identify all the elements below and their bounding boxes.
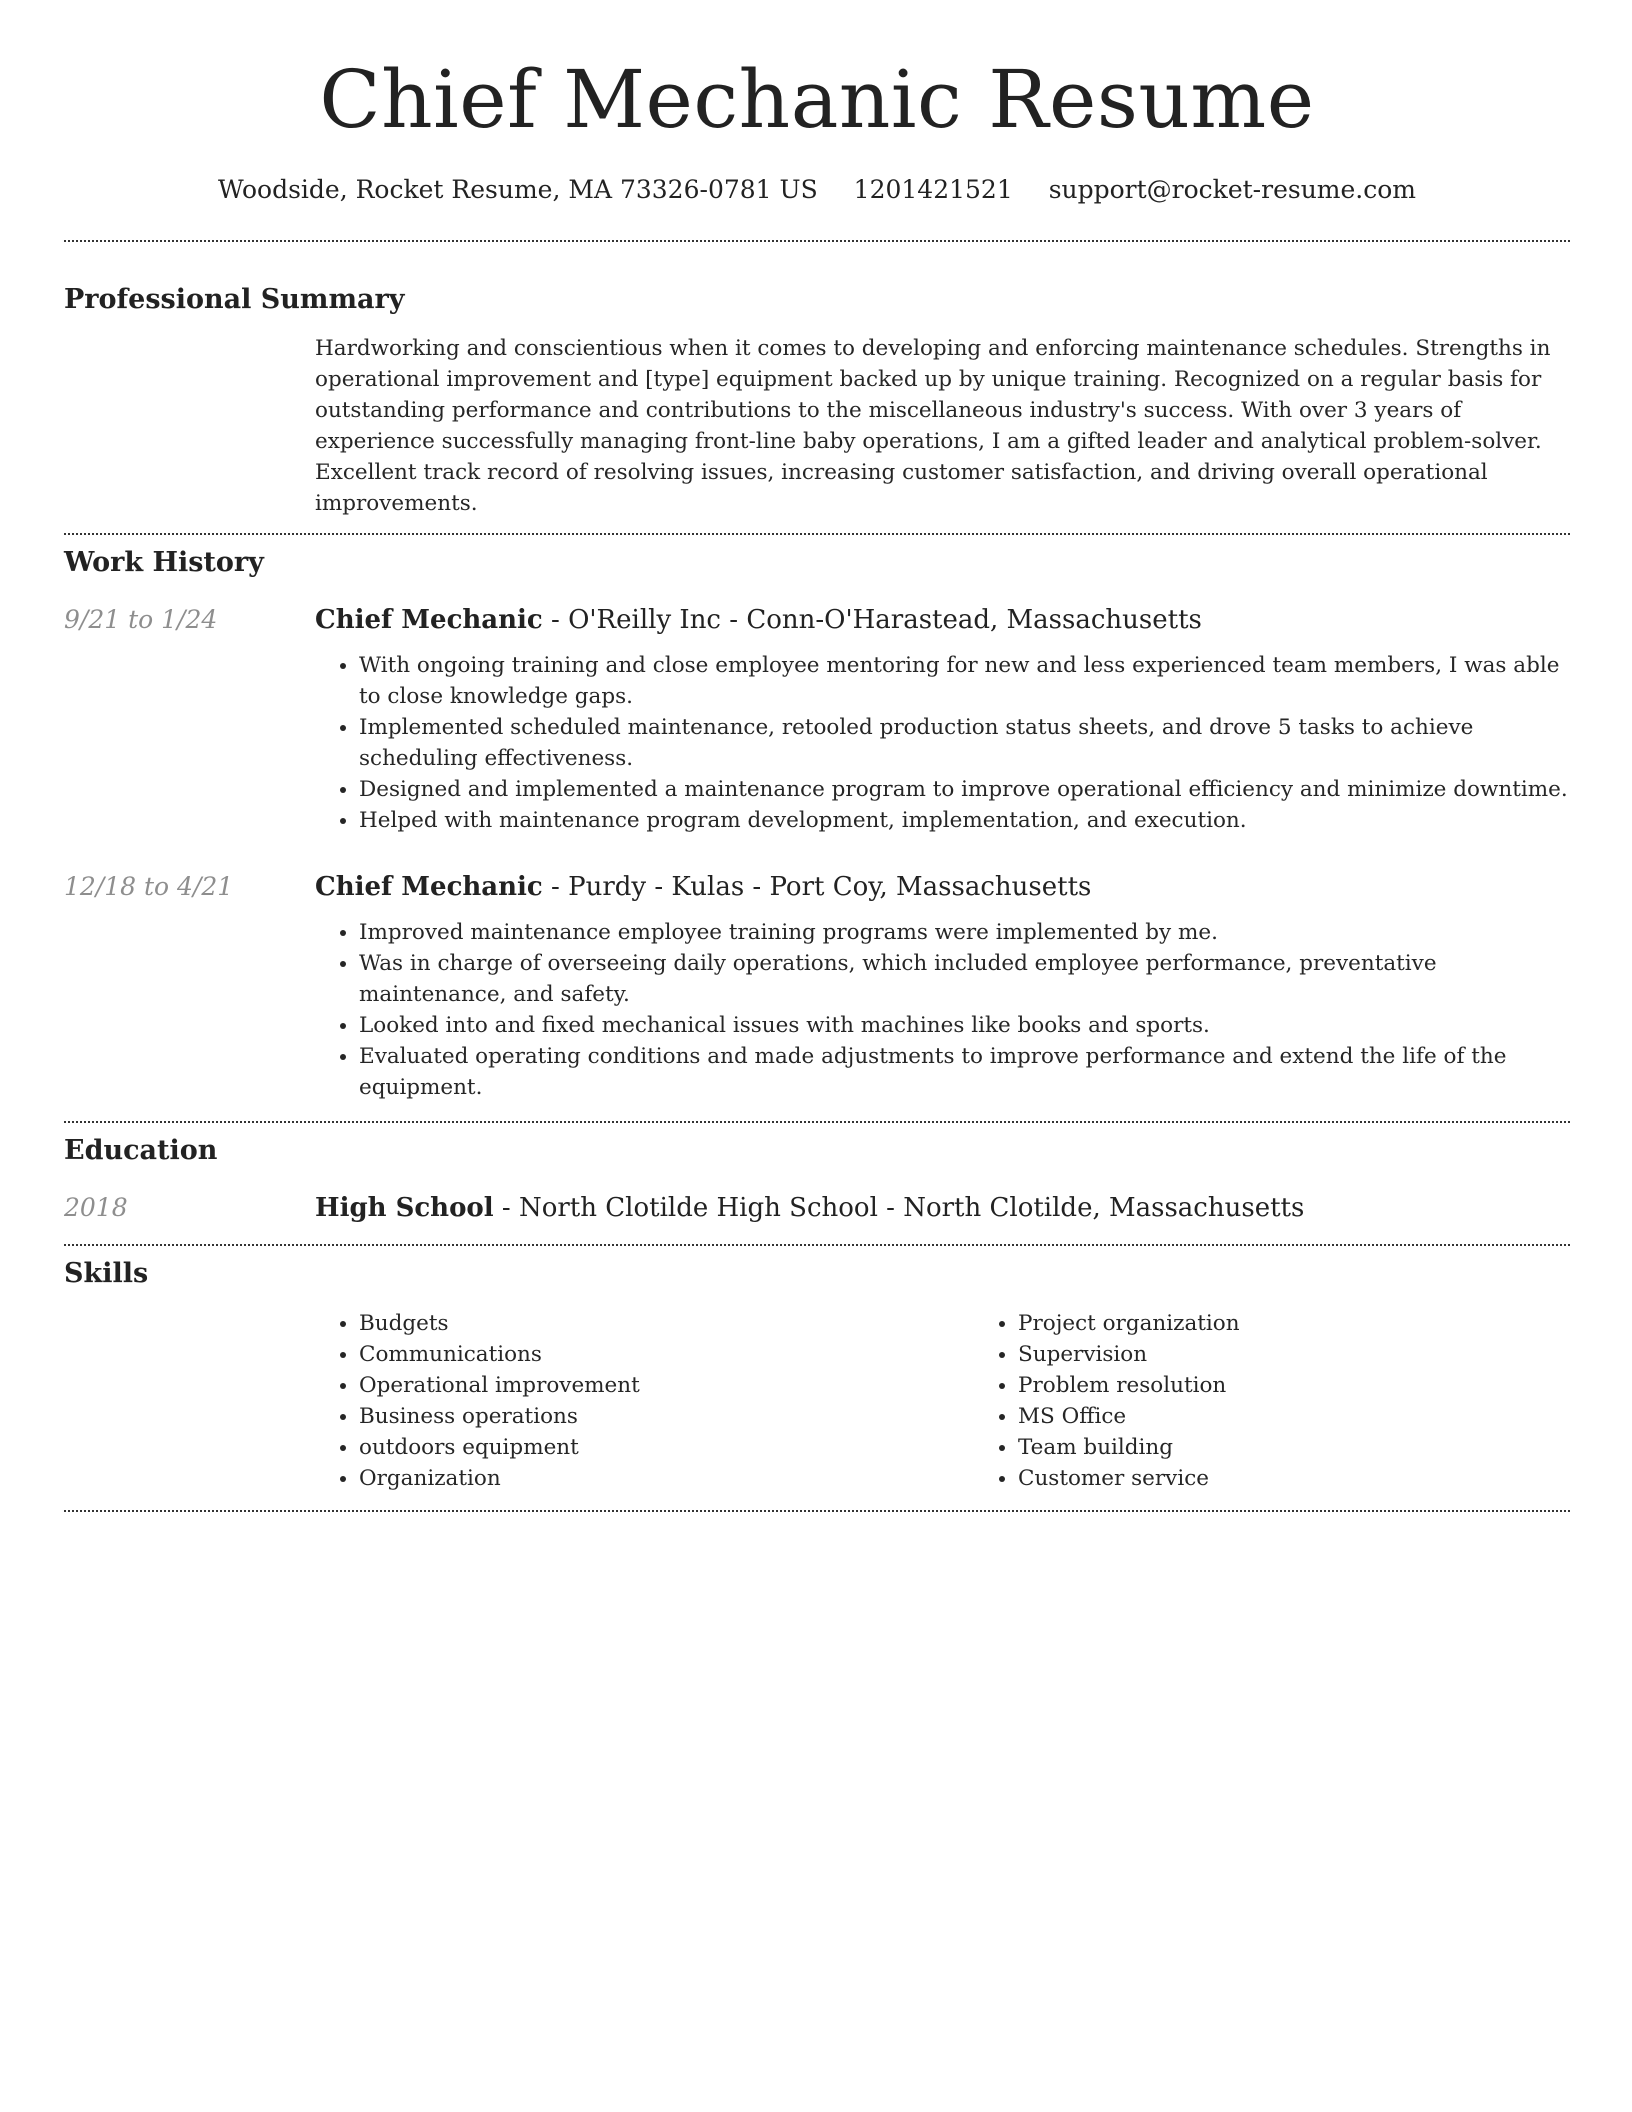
job-bullet: • Implemented scheduled maintenance, retooled production status sheets, and drove 5 tasks to achieve scheduling effectiveness. [359,712,1570,774]
skill-item: • Communications [359,1339,974,1370]
job-bullets [315,650,1570,836]
job-bullet: • Helped with maintenance program development, implementation, and execution. [359,805,1570,836]
skills-spacer [64,1308,315,1494]
job-title [315,603,1570,637]
contact-line [64,174,1570,206]
education-degree: High School [315,1193,494,1223]
job-role: Chief Mechanic [315,605,543,635]
education-school: - North Clotilde High School - North Clotilde, Massachusetts [493,1193,1305,1223]
job-employer: - Purdy - Kulas - Port Coy, Massachusetts [542,872,1092,902]
divider [64,1510,1570,1512]
skills-list-left [315,1308,974,1494]
skill-item: • MS Office [1018,1401,1632,1432]
education-entry [315,1191,1570,1225]
skill-item: • Supervision [1018,1339,1632,1370]
summary-heading: Professional Summary [64,284,405,315]
summary-spacer [64,333,315,519]
skills-section [64,1257,1570,1494]
skill-item: • Budgets [359,1308,974,1339]
job-bullet: • Looked into and fixed mechanical issues with machines like books and sports. [359,1010,1570,1041]
contact-address: Woodside, Rocket Resume, MA 73326-0781 US [217,175,818,204]
divider [64,1244,1570,1246]
skill-item: • Project organization [1018,1308,1632,1339]
bullet-spacer [64,650,315,836]
skill-item: • Customer service [1018,1463,1632,1494]
contact-phone: 1201421521 [853,175,1013,204]
job-employer: - O'Reilly Inc - Conn-O'Harastead, Massachusetts [542,605,1202,635]
job-bullet: • Designed and implemented a maintenance program to improve operational efficiency and minimize downtime. [359,774,1570,805]
job-bullet: • Was in charge of overseeing daily operations, which included employee performance, preventative maintenance, and safety. [359,948,1570,1010]
job-bullets [315,917,1570,1103]
job-bullet: • With ongoing training and close employee mentoring for new and less experienced team members, I was able to close knowledge gaps. [359,650,1570,712]
skills-heading: Skills [64,1258,149,1289]
job-entry [64,603,1570,836]
divider [64,1121,1570,1123]
summary-text: Hardworking and conscientious when it comes to developing and enforcing maintenance schedules. Strengths in operational improvement and [type] equipment backed up by unique training. Recognized on a regular basis for outstanding performance and contributions to the miscellaneous industry's success. With over 3 years of experience successfully managing front-line baby operations, I am a gifted leader and analytical problem-solver. Excellent track record of resolving issues, increasing customer satisfaction, and driving overall operational improvements. [315,336,1551,516]
skill-item: • outdoors equipment [359,1432,974,1463]
bullet-spacer [64,917,315,1103]
resume-title: Chief Mechanic Resume [319,53,1315,146]
skills-columns [315,1308,1632,1494]
job-bullet: • Improved maintenance employee training programs were implemented by me. [359,917,1570,948]
education-section [64,1134,1570,1225]
summary-section [64,283,1570,519]
contact-email: support@rocket-resume.com [1048,175,1416,204]
skill-item: • Team building [1018,1432,1632,1463]
work-section [64,546,1570,1103]
work-heading: Work History [64,547,264,578]
job-bullet: • Evaluated operating conditions and made adjustments to improve performance and extend the life of the equipment. [359,1041,1570,1103]
job-entry [64,870,1570,1103]
job-dates: 9/21 to 1/24 [64,605,218,634]
education-year: 2018 [64,1193,128,1222]
job-dates: 12/18 to 4/21 [64,872,234,901]
divider [64,533,1570,535]
job-title [315,870,1570,904]
skill-item: • Operational improvement [359,1370,974,1401]
resume-page [64,0,1570,1512]
divider [64,240,1570,242]
skill-item: • Organization [359,1463,974,1494]
skills-list-right [974,1308,1632,1494]
skill-item: • Problem resolution [1018,1370,1632,1401]
job-role: Chief Mechanic [315,872,543,902]
skill-item: • Business operations [359,1401,974,1432]
education-heading: Education [64,1135,218,1166]
